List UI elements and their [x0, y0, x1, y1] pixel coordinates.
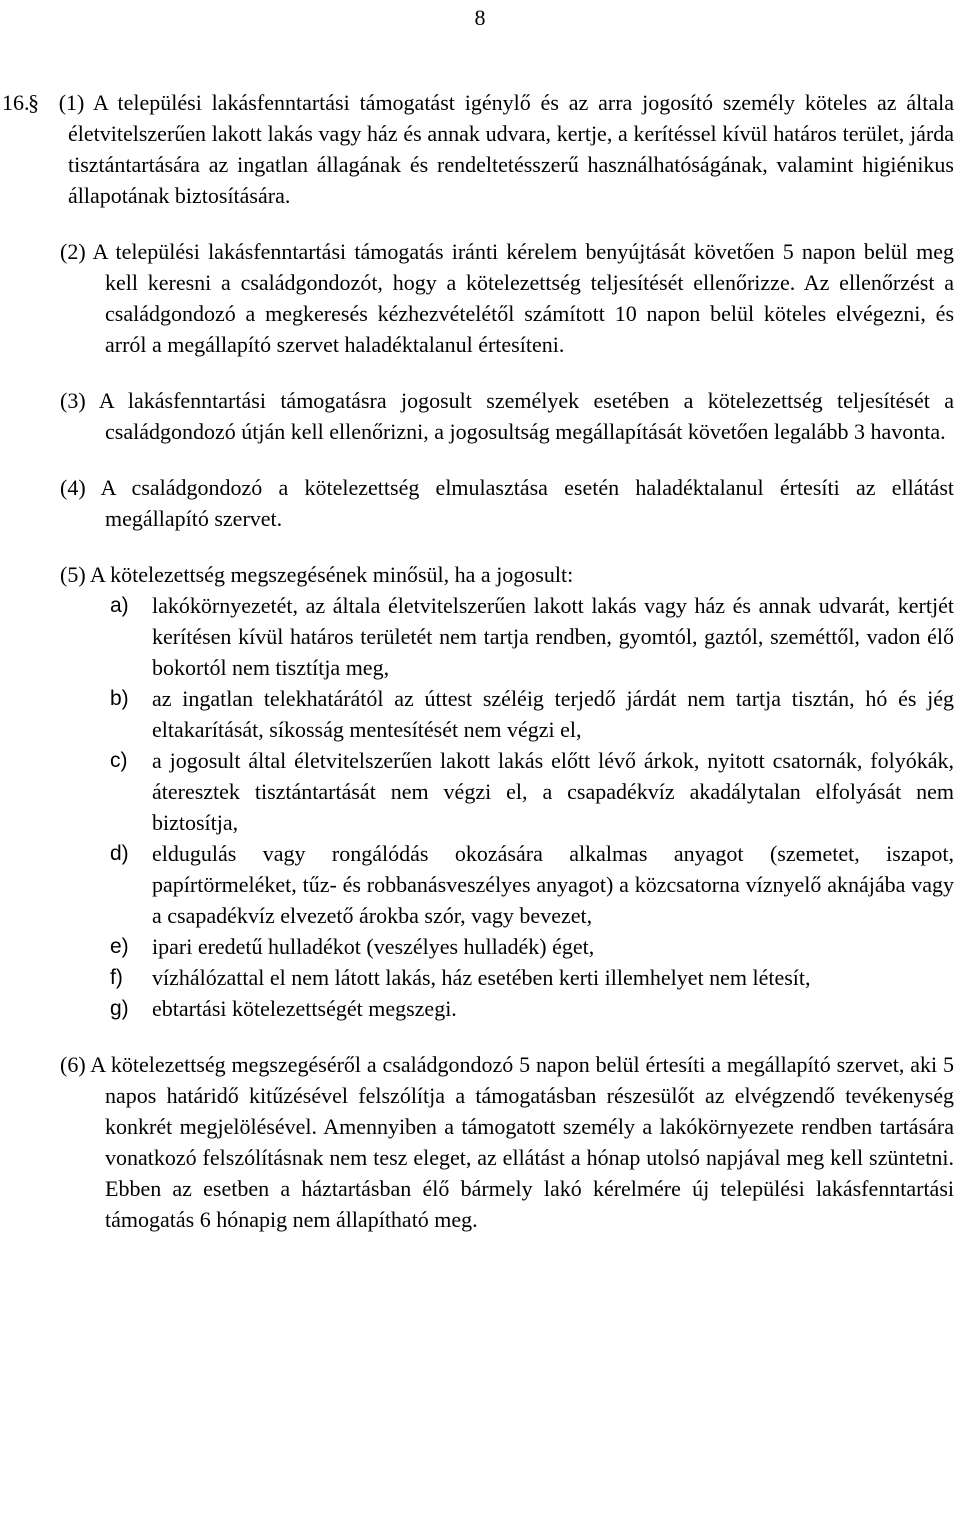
list-item-text: a jogosult által életvitelszerűen lakott lakás előtt lévő árkok, nyitott csatornák, folyókák, áteresztek tisztántartását nem végzi el, a csapadékvíz akadálytalan elfolyását nem biztosítja, — [152, 748, 954, 835]
list-item-text: vízhálózattal el nem látott lakás, ház esetében kerti illemhelyet nem létesít, — [152, 965, 811, 990]
page-number: 8 — [474, 5, 486, 30]
list-item-mark: b) — [110, 687, 129, 710]
list-item — [0, 590, 954, 683]
list-item — [0, 745, 954, 838]
list-item — [0, 962, 954, 993]
list-item-text: az ingatlan telekhatárától az úttest széléig terjedő járdát nem tartja tisztán, hó és jég eltakarítását, síkosság mentesítését nem végzi el, — [152, 686, 954, 742]
list-item-mark: c) — [110, 749, 128, 772]
paragraph-2: (2) A települési lakásfenntartási támogatás iránti kérelem benyújtását követően 5 napon belül meg kell keresni a családgondozót, hogy a kötelezettség teljesítését ellenőrizze. Az ellenőrzést a családgondozó a megkeresés kézhezvételétől számított 10 napon belül köteles elvégezni, és arról a megállapító szervet haladéktalanul értesíteni. — [60, 239, 954, 357]
paragraph-6: (6) A kötelezettség megszegéséről a családgondozó 5 napon belül értesíti a megállapító szervet, aki 5 napos határidő kitűzésével felszólítja a támogatásban részesülőt az elvégzendő tevékenység konkrét megjelölésével. Amennyiben a támogatott személy a lakókörnyezete rendben tartására vonatkozó felszólításnak nem tesz eleget, az ellátást a hónap utolsó napjával meg kell szüntetni. Ebben az esetben a háztartásban élő bármely lakó kérelmére új települési lakásfenntartási támogatás 6 hónapig nem állapítható meg. — [60, 1052, 954, 1232]
list-item-text: lakókörnyezetét, az általa életvitelszerűen lakott lakás vagy ház és annak udvarát, kertjét kerítésen kívül határos területét nem tartja rendben, gyomtól, gaztól, szeméttől, vadon élő bokortól nem tisztítja meg, — [152, 593, 954, 680]
list-item-mark: e) — [110, 935, 129, 958]
list-item — [0, 993, 954, 1024]
section-number: 16. — [2, 90, 30, 115]
list-item — [0, 683, 954, 745]
document-body — [0, 87, 960, 1235]
section-symbol: § — [28, 90, 39, 115]
list-item-text: ebtartási kötelezettségét megszegi. — [152, 996, 457, 1021]
list-item-text: eldugulás vagy rongálódás okozására alkalmas anyagot (szemetet, iszapot, papírtörmeléket, tűz- és robbanásveszélyes anyagot) a közcsatorna víznyelő aknájába vagy a csapadékvíz elvezető árokba szór, vagy bevezet, — [152, 841, 954, 928]
list-item-mark: d) — [110, 842, 129, 865]
list-item — [0, 838, 954, 931]
list-item-mark: g) — [110, 997, 129, 1020]
paragraph-1-text: (1) A települési lakásfenntartási támogatást igénylő és az arra jogosító személy köteles az általa életvitelszerűen lakott lakás vagy ház és annak udvara, kertje, a kerítéssel kívül határos terület, járda tisztántartására az ingatlan állagának és rendeltetésszerű használhatóságának, valamint higiénikus állapotának biztosítására. — [58, 90, 955, 208]
list-item-mark: a) — [110, 594, 129, 617]
list-item — [0, 931, 954, 962]
list-item-mark: f) — [110, 966, 123, 989]
paragraph-5-intro: (5) A kötelezettség megszegésének minősül, ha a jogosult: — [60, 562, 574, 587]
violation-list — [0, 590, 960, 1024]
paragraph-4: (4) A családgondozó a kötelezettség elmulasztása esetén haladéktalanul értesíti az ellátást megállapító szervet. — [60, 475, 954, 531]
section-16-paragraph-1 — [0, 87, 954, 211]
list-item-text: ipari eredetű hulladékot (veszélyes hulladék) éget, — [152, 934, 595, 959]
paragraph-3: (3) A lakásfenntartási támogatásra jogosult személyek esetében a kötelezettség teljesítését a családgondozó útján kell ellenőrizni, a jogosultság megállapítását követően legalább 3 havonta. — [60, 388, 954, 444]
